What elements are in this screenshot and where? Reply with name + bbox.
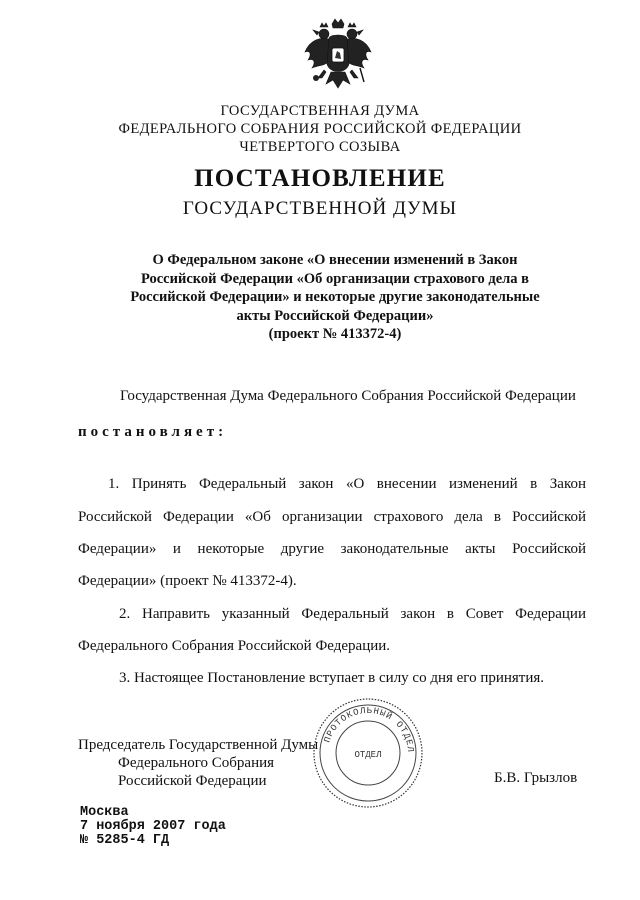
signatory-name: Б.В. Грызлов — [494, 770, 578, 786]
subject-line: Российской Федерации» и некоторые другие законодательные — [130, 289, 540, 305]
subject-line: Российской Федерации «Об организации страхового дела в — [141, 270, 529, 287]
item-2-line: 2. Направить указанный Федеральный закон в Совет Федерации — [119, 606, 586, 622]
footer-city: Москва — [80, 805, 129, 820]
signatory-position-line: Федерального Собрания — [118, 755, 275, 771]
subject-block — [100, 251, 570, 344]
header-line-1: ГОСУДАРСТВЕННАЯ ДУМА — [220, 103, 420, 119]
signatory-position-line: Председатель Государственной Думы — [78, 737, 319, 753]
footer-number: № 5285-4 ГД — [80, 833, 170, 848]
postanovlyaet: постановляет: — [78, 424, 228, 440]
header-line-2: ФЕДЕРАЛЬНОГО СОБРАНИЯ РОССИЙСКОЙ ФЕДЕРАЦИИ — [118, 121, 522, 137]
official-stamp — [312, 697, 424, 809]
stamp-center-text: ОТДЕЛ — [354, 750, 382, 760]
emblem — [302, 18, 374, 96]
subject-line: акты Российской Федерации» — [236, 307, 434, 324]
item-2-line: Федерального Собрания Российской Федерации. — [78, 638, 391, 654]
item-1-line: Федерации» (проект № 413372-4). — [78, 573, 297, 589]
subject-line: О Федеральном законе «О внесении изменений в Закон — [152, 252, 518, 268]
document-subtitle: ГОСУДАРСТВЕННОЙ ДУМЫ — [182, 198, 458, 219]
preamble: Государственная Дума Федерального Собрания Российской Федерации — [120, 388, 576, 404]
item-1-line: Российской Федерации «Об организации страхового дела в Российской — [78, 509, 586, 525]
header-line-3: ЧЕТВЕРТОГО СОЗЫВА — [239, 139, 401, 155]
item-3: 3. Настоящее Постановление вступает в силу со дня его принятия. — [119, 670, 545, 686]
subject-line: (проект № 413372-4) — [268, 326, 402, 342]
signatory-position-line: Российской Федерации — [118, 773, 267, 789]
document-title: ПОСТАНОВЛЕНИЕ — [194, 165, 446, 192]
stamp-outer-text: ПРОТОКОЛЬНЫЙ ОТДЕЛ — [322, 705, 416, 754]
footer-date: 7 ноября 2007 года — [80, 819, 226, 834]
item-1-line: 1. Принять Федеральный закон «О внесении изменений в Закон — [108, 476, 586, 492]
double-headed-eagle-icon — [302, 18, 374, 96]
footer — [80, 806, 226, 848]
item-1-line: Федерации» и некоторые другие законодательные акты Российской — [78, 541, 586, 557]
